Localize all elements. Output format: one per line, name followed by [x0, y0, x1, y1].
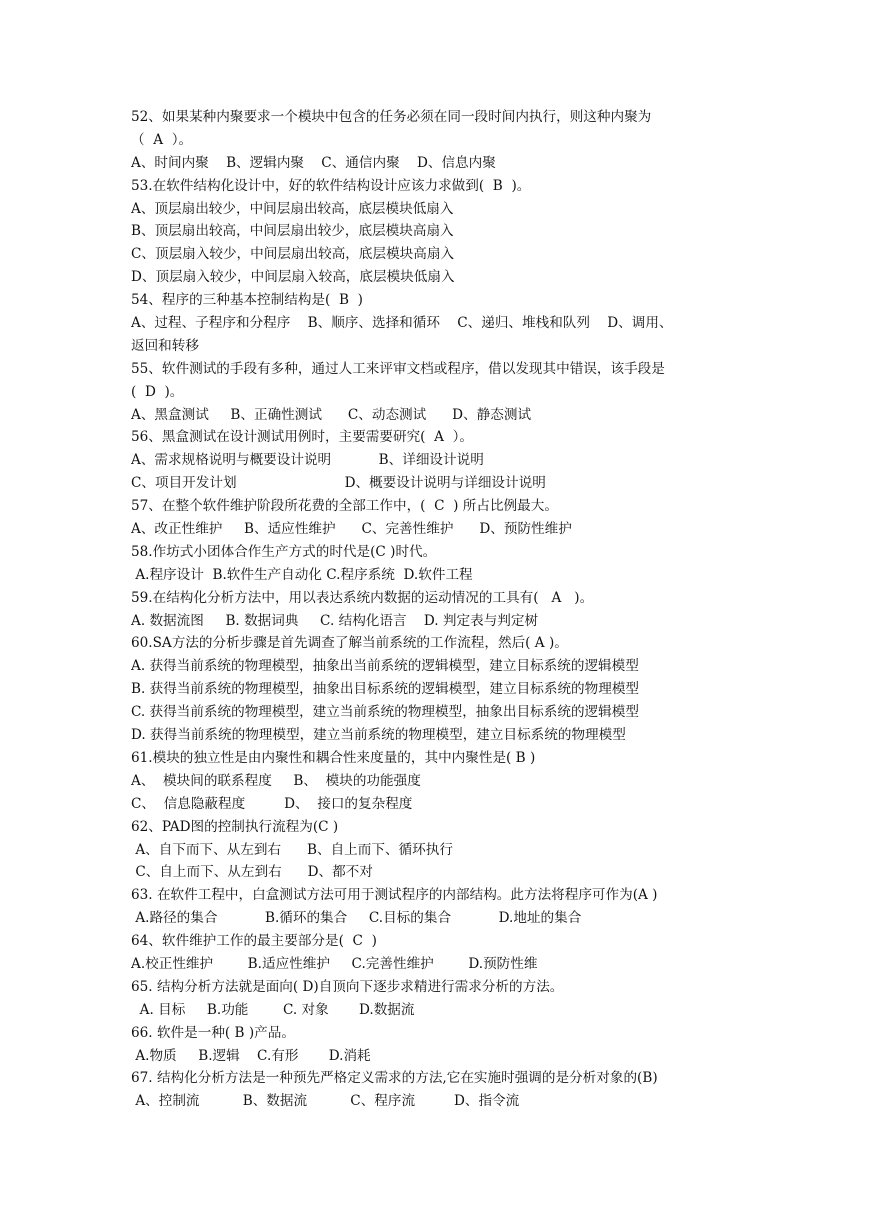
text-line: 66. 软件是一种( B )产品。 — [131, 1024, 295, 1041]
text-line: A.校正性维护 B.适应性维护 C.完善性维护 D.预防性维 — [131, 955, 538, 972]
text-line: B、顶层扇出较高，中间层扇出较少，底层模块高扇入 — [131, 223, 454, 240]
text-line: C、 信息隐蔽程度 D、 接口的复杂程度 — [131, 795, 413, 812]
text-line: A、顶层扇出较少，中间层扇出较高，底层模块低扇入 — [131, 200, 454, 217]
text-line: A、 模块间的联系程度 B、 模块的功能强度 — [131, 772, 421, 789]
text-line: A、需求规格说明与概要设计说明 B、详细设计说明 — [131, 452, 484, 469]
text-line: C. 获得当前系统的物理模型，建立当前系统的物理模型，抽象出目标系统的逻辑模型 — [131, 704, 639, 721]
text-line: A、过程、子程序和分程序 B、顺序、选择和循环 C、递归、堆栈和队列 D、调用、 — [131, 315, 673, 332]
text-line: 55、软件测试的手段有多种，通过人工来评审文档或程序，借以发现其中错误，该手段是 — [131, 360, 665, 377]
text-line: A、自下而下、从左到右 B、自上而下、循环执行 — [131, 841, 453, 858]
text-line: B. 获得当前系统的物理模型，抽象出目标系统的逻辑模型，建立目标系统的物理模型 — [131, 681, 640, 698]
text-line: 返回和转移 — [131, 337, 199, 354]
text-line: 59.在结构化分析方法中，用以表达系统内数据的运动情况的工具有( A )。 — [131, 589, 594, 606]
text-line: 64、软件维护工作的最主要部分是( C ) — [131, 933, 377, 950]
text-line: C、项目开发计划 D、概要设计说明与详细设计说明 — [131, 475, 546, 492]
text-line: 67. 结构化分析方法是一种预先严格定义需求的方法,它在实施时强调的是分析对象的(B) — [131, 1070, 658, 1087]
text-line: 60.SA方法的分析步骤是首先调查了解当前系统的工作流程，然后( A )。 — [131, 635, 568, 652]
text-line: C、顶层扇入较少，中间层扇出较高，底层模块高扇入 — [131, 246, 455, 263]
text-line: ( D )。 — [131, 383, 184, 400]
text-line: D. 获得当前系统的物理模型，建立当前系统的物理模型，建立目标系统的物理模型 — [131, 727, 626, 744]
text-line: （ A ）。 — [131, 131, 193, 148]
text-line: D、顶层扇入较少，中间层扇入较高，底层模块低扇入 — [131, 269, 455, 286]
text-line: 65. 结构分析方法就是面向( D)自顶向下逐步求精进行需求分析的方法。 — [131, 978, 564, 995]
text-line: A.路径的集合 B.循环的集合 C.目标的集合 D.地址的集合 — [131, 910, 582, 927]
text-line: 62、PAD图的控制执行流程为(C ) — [131, 818, 339, 835]
text-line: A、时间内聚 B、逻辑内聚 C、通信内聚 D、信息内聚 — [131, 154, 496, 171]
text-line: A. 获得当前系统的物理模型，抽象出当前系统的逻辑模型，建立目标系统的逻辑模型 — [131, 658, 639, 675]
text-line: C、自上而下、从左到右 D、都不对 — [131, 864, 373, 881]
text-line: A、改正性维护 B、适应性维护 C、完善性维护 D、预防性维护 — [131, 521, 572, 538]
text-line: 63. 在软件工程中，白盒测试方法可用于测试程序的内部结构。此方法将程序可作为(A ) — [131, 887, 658, 904]
text-line: 53.在软件结构化设计中，好的软件结构设计应该力求做到( B )。 — [131, 177, 531, 194]
text-line: A. 目标 B.功能 C. 对象 D.数据流 — [131, 1001, 415, 1018]
text-line: A.程序设计 B.软件生产自动化 C.程序系统 D.软件工程 — [131, 566, 473, 583]
text-line: A、控制流 B、数据流 C、程序流 D、指令流 — [131, 1093, 520, 1110]
text-line: 52、如果某种内聚要求一个模块中包含的任务必须在同一段时间内执行，则这种内聚为 — [131, 109, 652, 125]
text-line: A、黑盒测试 B、正确性测试 C、动态测试 D、静态测试 — [131, 406, 532, 423]
text-line: 54、程序的三种基本控制结构是( B ) — [131, 292, 363, 309]
text-line: 56、黑盒测试在设计测试用例时，主要需要研究( A ）。 — [131, 429, 473, 446]
text-line: 57、在整个软件维护阶段所花费的全部工作中，( C ) 所占比例最大。 — [131, 498, 558, 515]
text-line: A.物质 B.逻辑 C.有形 D.消耗 — [131, 1047, 371, 1064]
text-line: 61.模块的独立性是由内聚性和耦合性来度量的，其中内聚性是( B ) — [131, 749, 536, 766]
question-list — [131, 106, 741, 1113]
text-line: 58.作坊式小团体合作生产方式的时代是(C )时代。 — [131, 543, 437, 560]
text-line: A. 数据流图 B. 数据词典 C. 结构化语言 D. 判定表与判定树 — [131, 612, 539, 629]
